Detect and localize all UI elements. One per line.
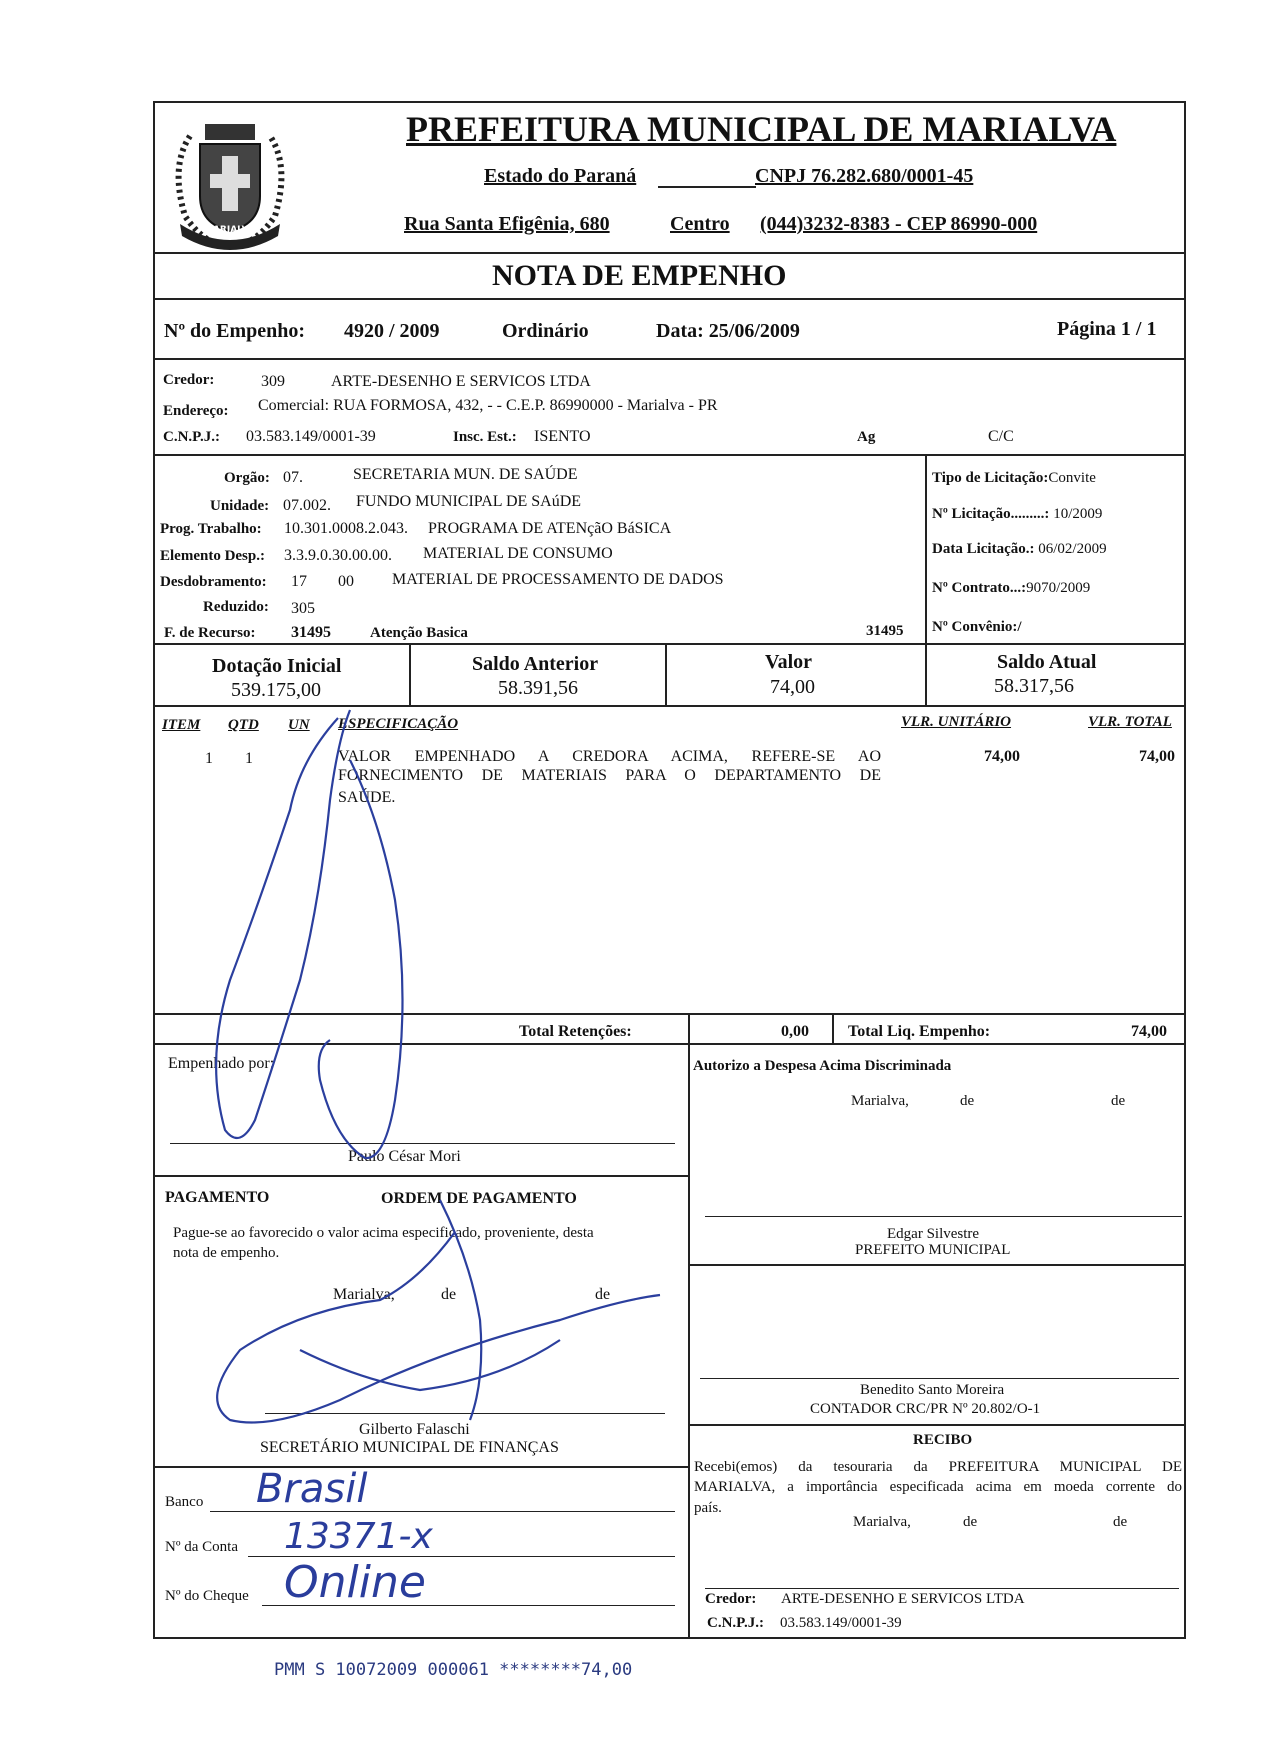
col-item: ITEM [162, 717, 201, 733]
col-vlr-total: VLR. TOTAL [1088, 714, 1172, 730]
valor-value: 74,00 [770, 676, 815, 698]
prog-name: PROGRAMA DE ATENçãO BáSICA [428, 520, 672, 537]
recibo-text: país. [694, 1500, 722, 1516]
recibo-title: RECIBO [913, 1432, 973, 1448]
autorizo-de: de [960, 1093, 975, 1109]
empenho-date: Data: 25/06/2009 [656, 320, 800, 342]
header-district: Centro [670, 213, 730, 235]
recibo-de: de [963, 1514, 978, 1530]
municipal-coat-of-arms-logo [160, 106, 300, 256]
page-title: PREFEITURA MUNICIPAL DE MARIALVA [406, 109, 1117, 149]
elemento-code: 3.3.9.0.30.00.00. [284, 547, 392, 564]
recibo-text: Recebi(emos) da tesouraria da PREFEITURA MUNICIPAL DE [694, 1459, 1182, 1475]
ordem-pagamento-title: ORDEM DE PAGAMENTO [381, 1190, 577, 1207]
divider [153, 1466, 688, 1468]
divider [688, 1013, 690, 1043]
saldo-anterior-label: Saldo Anterior [472, 653, 599, 675]
num-convenio: Nº Convênio:/ [932, 619, 1022, 635]
recurso-code: 31495 [291, 624, 331, 641]
divider [688, 1043, 690, 1639]
recibo-text: MARIALVA, a importância especificada acima em moeda corrente do [694, 1479, 1182, 1495]
signature-line [700, 1378, 1179, 1379]
cnpj-header: CNPJ 76.282.680/0001-45 [755, 165, 974, 187]
elemento-label: Elemento Desp.: [160, 548, 265, 564]
item-desc-line: SAÚDE. [338, 789, 396, 806]
divider [153, 298, 1186, 300]
recurso-code-right: 31495 [866, 623, 904, 639]
pagamento-text: nota de empenho. [173, 1245, 280, 1261]
num-contrato [932, 580, 1090, 597]
divider [153, 454, 1186, 456]
total-liq-value: 74,00 [1131, 1023, 1167, 1040]
dotacao-inicial-value: 539.175,00 [231, 679, 321, 701]
divider [925, 454, 927, 644]
recibo-de: de [1113, 1514, 1128, 1530]
pagamento-signer: Gilberto Falaschi [359, 1421, 470, 1438]
orgao-label: Orgão: [224, 470, 270, 486]
state-line [658, 186, 756, 188]
prog-label: Prog. Trabalho: [160, 521, 262, 537]
saldo-atual-label: Saldo Atual [997, 651, 1097, 673]
pagamento-de: de [595, 1286, 611, 1303]
unidade-name: FUNDO MUNICIPAL DE SAúDE [356, 493, 582, 510]
creditor-label: Credor: [163, 372, 215, 388]
num-licitacao-label: Nº Licitação.........: [932, 506, 1050, 522]
item-total-value: 74,00 [1139, 748, 1175, 765]
account-label: C/C [988, 428, 1014, 445]
creditor-cnpj-label: C.N.P.J.: [163, 429, 220, 445]
recibo-credor-label: Credor: [705, 1591, 757, 1607]
desdobramento-name: MATERIAL DE PROCESSAMENTO DE DADOS [392, 571, 724, 588]
pagamento-text: Pague-se ao favorecido o valor acima especificado, proveniente, desta [173, 1225, 594, 1241]
unidade-code: 07.002. [283, 497, 331, 514]
unidade-label: Unidade: [210, 498, 270, 514]
contador-role: CONTADOR CRC/PR Nº 20.802/O-1 [810, 1401, 1041, 1417]
item-number: 1 [205, 750, 213, 767]
recibo-cnpj-label: C.N.P.J.: [707, 1615, 764, 1631]
empenho-number: 4920 / 2009 [344, 320, 440, 342]
cheque-value: Online [284, 1557, 426, 1608]
pagamento-place: Marialva, [333, 1286, 395, 1303]
data-licitacao-label: Data Licitação.: [932, 541, 1035, 557]
signature-line [705, 1588, 1179, 1589]
total-retencoes-label: Total Retenções: [519, 1023, 632, 1040]
tipo-licitacao-value: Convite [1048, 470, 1096, 486]
desdobramento-code: 17 [291, 573, 307, 590]
divider [153, 252, 1186, 254]
pagamento-title: PAGAMENTO [165, 1189, 270, 1206]
state-name: Estado do Paraná [484, 165, 637, 187]
divider [153, 1013, 1186, 1015]
prog-code: 10.301.0008.2.043. [284, 520, 408, 537]
num-licitacao [932, 506, 1102, 523]
conta-value: 13371-x [284, 1516, 433, 1557]
creditor-name: ARTE-DESENHO E SERVICOS LTDA [331, 373, 591, 390]
dotacao-inicial-label: Dotação Inicial [212, 655, 342, 677]
recibo-cnpj: 03.583.149/0001-39 [780, 1615, 902, 1631]
num-licitacao-value: 10/2009 [1053, 506, 1103, 522]
pagamento-de: de [441, 1286, 457, 1303]
orgao-code: 07. [283, 469, 303, 486]
total-retencoes-value: 0,00 [781, 1023, 809, 1040]
divider [153, 705, 1186, 707]
creditor-cnpj: 03.583.149/0001-39 [246, 428, 376, 445]
tipo-licitacao-text: Tipo de Licitação: [932, 470, 1049, 486]
document-title: NOTA DE EMPENHO [492, 259, 787, 292]
empenho-number-label: Nº do Empenho: [164, 320, 306, 342]
empenhado-label: Empenhado por: [168, 1055, 275, 1072]
signature-line [265, 1413, 665, 1414]
divider [153, 1043, 1186, 1045]
elemento-name: MATERIAL DE CONSUMO [423, 545, 613, 562]
col-qtd: QTD [228, 717, 259, 733]
banco-value: Brasil [256, 1466, 368, 1512]
saldo-atual-value: 58.317,56 [994, 675, 1074, 697]
divider [153, 358, 1186, 360]
desdobramento-label: Desdobramento: [160, 574, 267, 590]
col-vlr-unitario: VLR. UNITÁRIO [901, 714, 1012, 730]
conta-label: Nº da Conta [165, 1539, 238, 1555]
recurso-label: F. de Recurso: [164, 625, 256, 641]
divider [409, 643, 411, 705]
signature-line [705, 1216, 1182, 1217]
empenhado-signer: Paulo César Mori [348, 1148, 461, 1165]
data-licitacao-value: 06/02/2009 [1038, 541, 1107, 557]
item-desc-line: FORNECIMENTO DE MATERIAIS PARA O DEPARTAMENTO DE [338, 767, 881, 784]
creditor-address: Comercial: RUA FORMOSA, 432, - - C.E.P. 86990000 - Marialva - PR [258, 397, 718, 414]
divider [153, 1175, 688, 1177]
page-number: Página 1 / 1 [1057, 318, 1157, 340]
valor-label: Valor [765, 651, 813, 673]
divider [925, 643, 927, 705]
col-un: UN [288, 717, 310, 733]
saldo-anterior-value: 58.391,56 [498, 677, 578, 699]
orgao-name: SECRETARIA MUN. DE SAÚDE [353, 466, 578, 483]
banco-label: Banco [165, 1494, 204, 1510]
col-especificacao: ESPECIFICAÇÃO [338, 716, 459, 732]
divider [153, 643, 1186, 645]
creditor-address-label: Endereço: [163, 403, 229, 419]
desdobramento-sub: 00 [338, 573, 354, 590]
empenho-type: Ordinário [502, 320, 589, 342]
autorizo-signer: Edgar Silvestre [887, 1226, 980, 1242]
divider [832, 1013, 834, 1043]
autorizo-de: de [1111, 1093, 1126, 1109]
header-phone-cep: (044)3232-8383 - CEP 86990-000 [760, 213, 1038, 235]
reduzido-label: Reduzido: [203, 599, 269, 615]
num-contrato-label: Nº Contrato...: [932, 580, 1027, 596]
insc-est-label: Insc. Est.: [453, 429, 517, 445]
recibo-place: Marialva, [853, 1514, 911, 1530]
insc-est: ISENTO [534, 428, 591, 445]
creditor-code: 309 [261, 373, 285, 390]
total-liq-label: Total Liq. Empenho: [848, 1023, 991, 1040]
recurso-name: Atenção Basica [370, 625, 468, 641]
agency-label: Ag [857, 429, 876, 445]
autorizo-label: Autorizo a Despesa Acima Discriminada [693, 1058, 952, 1074]
data-licitacao [932, 541, 1107, 558]
recibo-credor: ARTE-DESENHO E SERVICOS LTDA [781, 1591, 1025, 1607]
header-address: Rua Santa Efigênia, 680 [404, 213, 610, 235]
divider [688, 1424, 1186, 1426]
contador-signer: Benedito Santo Moreira [860, 1382, 1005, 1398]
signature-line [170, 1143, 675, 1144]
reduzido-code: 305 [291, 600, 315, 617]
item-qtd: 1 [245, 750, 253, 767]
pagamento-role: SECRETÁRIO MUNICIPAL DE FINANÇAS [260, 1439, 559, 1456]
tipo-licitacao-label [932, 470, 1096, 487]
divider [688, 1264, 1186, 1266]
divider [665, 643, 667, 705]
footer-stamp: PMM S 10072009 000061 ********74,00 [274, 1660, 633, 1680]
autorizo-role: PREFEITO MUNICIPAL [855, 1242, 1011, 1258]
item-desc-line: VALOR EMPENHADO A CREDORA ACIMA, REFERE-SE AO [338, 748, 881, 765]
num-contrato-value: 9070/2009 [1026, 580, 1091, 596]
autorizo-place: Marialva, [851, 1093, 909, 1109]
logo-banner-text: MARIALVA [204, 225, 255, 235]
cheque-label: Nº do Cheque [165, 1588, 249, 1604]
item-unit-value: 74,00 [984, 748, 1020, 765]
